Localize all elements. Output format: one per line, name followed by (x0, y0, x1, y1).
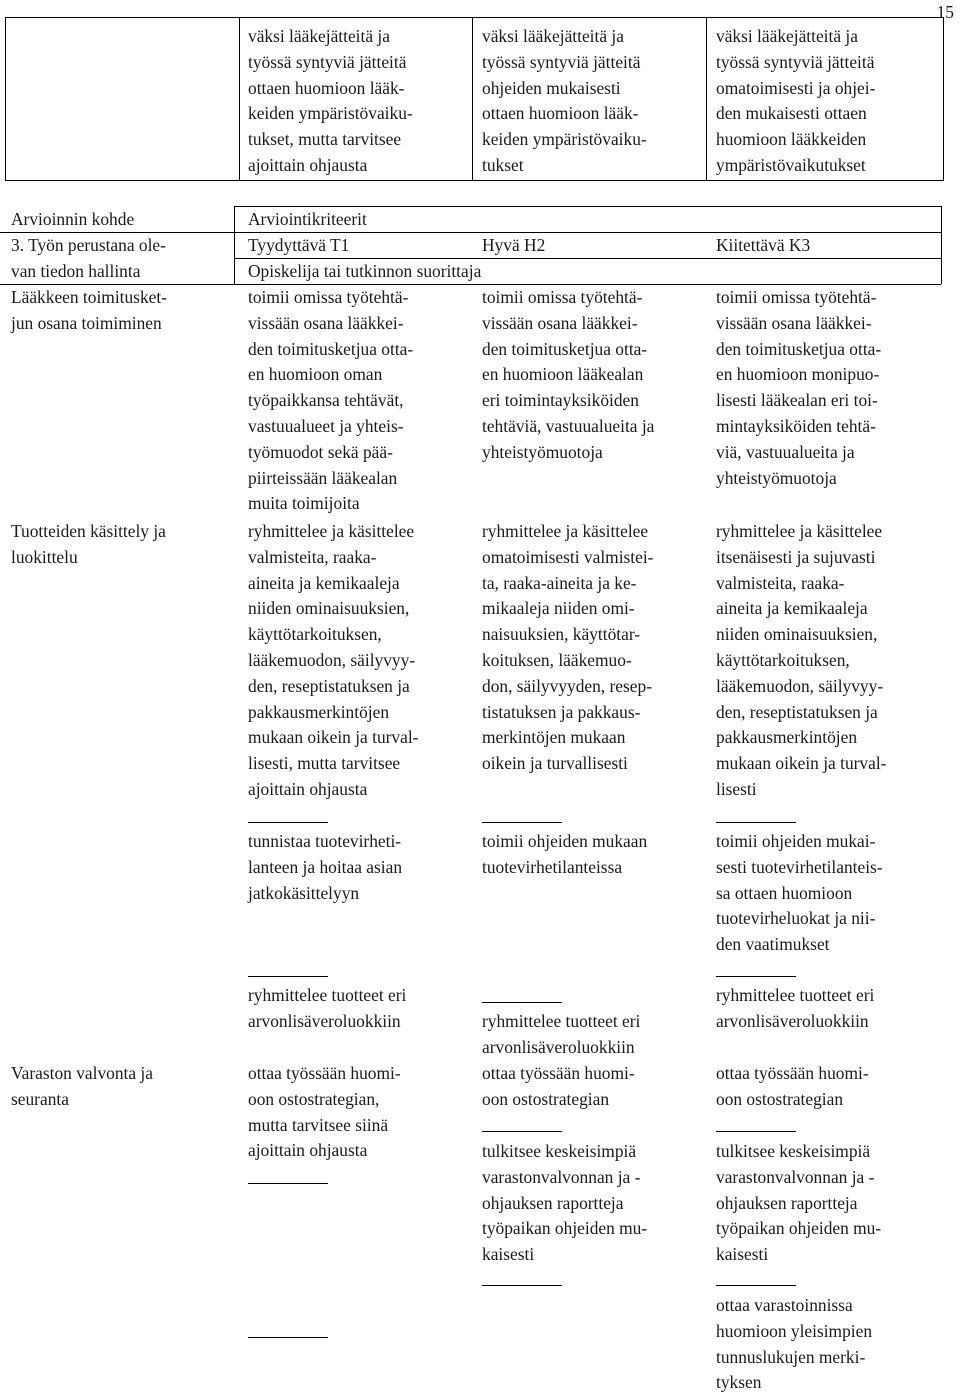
criterion-h2: ottaa työssään huomi- oon ostostrategian (482, 1063, 635, 1109)
separator-dash (248, 1337, 328, 1338)
separator-dash (482, 1002, 562, 1003)
criterion-t1: toimii omissa työtehtä- vissään osana lääkkei- den toimitusketjua otta- en huomioon oman työpaikkansa tehtävät, vastuualueet ja yhteis- työmuodot sekä pää- piirteissään lääkealan muita toimijoita (248, 287, 414, 514)
continuation-cell-h2: väksi lääkejätteitä ja työssä syntyviä jätteitä ohjeiden mukaisesti ottaen huomioon lääk- keiden ympäristövaiku- tukset (482, 26, 647, 175)
criterion-h2: ryhmittelee tuotteet eri arvonlisäveroluokkiin (482, 1011, 641, 1057)
column-divider (239, 18, 240, 180)
criterion-k3: ottaa työssään huomi- oon ostostrategian (716, 1063, 869, 1109)
criterion-h2: toimii omissa työtehtä- vissään osana lääkkei- den toimitusketjua otta- en huomioon lääkealan eri toimintayksiköiden tehtäviä, vastuualueita ja yhteistyömuotoja (482, 287, 655, 462)
separator-dash (716, 976, 796, 977)
section-title: 3. Työn perustana ole- van tiedon hallinta (11, 235, 166, 281)
separator-dash (482, 1131, 562, 1132)
separator-dash (248, 976, 328, 977)
criterion-k3: toimii omissa työtehtä- vissään osana lääkkei- den toimitusketjua otta- en huomioon monipuo- lisesti lääkealan eri toi- mintayksiköiden tehtä- viä, vastuualueita ja yhteistyömuotoja (716, 287, 882, 488)
assessment-criteria-header: Arviointikriteerit (248, 209, 367, 229)
criterion-k3: tulkitsee keskeisimpiä varastonvalvonnan ja - ohjauksen raportteja työpaikan ohjeiden mu- kaisesti (716, 1141, 882, 1265)
row-label-supply-chain: Lääkkeen toimitusket- jun osana toimiminen (11, 287, 167, 333)
separator-dash (716, 822, 796, 823)
continuation-cell-k3: väksi lääkejätteitä ja työssä syntyviä jätteitä omatoimisesti ja ohjei- den mukaisesti ottaen huomioon lääkkeiden ympäristövaikutukset (716, 26, 876, 175)
criterion-t1: tunnistaa tuotevirheti- lanteen ja hoitaa asian jatkokäsittelyyn (248, 831, 403, 903)
criterion-t1: ottaa työssään huomi- oon ostostrategian, mutta tarvitsee siinä ajoittain ohjausta (248, 1063, 401, 1161)
assessment-target-header: Arvioinnin kohde (11, 209, 135, 229)
criterion-k3: ryhmittelee tuotteet eri arvonlisäveroluokkiin (716, 985, 875, 1031)
criterion-h2: toimii ohjeiden mukaan tuotevirhetilanteissa (482, 831, 648, 877)
header-column-divider (234, 206, 235, 284)
level-h2-header: Hyvä H2 (482, 235, 546, 255)
level-t1-header: Tyydyttävä T1 (248, 235, 350, 255)
separator-dash (716, 1131, 796, 1132)
header-right-border (941, 206, 942, 284)
column-divider (706, 18, 707, 180)
row-label-inventory-control: Varaston valvonta ja seuranta (11, 1063, 153, 1109)
criterion-k3: ryhmittelee ja käsittelee itsenäisesti ja sujuvasti valmisteita, raaka- aineita ja kemikaaleja niiden ominaisuuksien, käyttötarkoituksen, lääkemuodon, säilyvyy- den, reseptistatuksen ja pakkausmerkintöjen mukaan oikein ja turval- lisesti (716, 521, 887, 799)
continuation-cell-t1: väksi lääkejätteitä ja työssä syntyviä jätteitä ottaen huomioon lääk- keiden ympäristövaiku- tukset, mutta tarvitsee ajoittain ohjausta (248, 26, 413, 175)
subject-header: Opiskelija tai tutkinnon suorittaja (248, 261, 482, 281)
separator-dash (248, 1183, 328, 1184)
criterion-t1: ryhmittelee tuotteet eri arvonlisäveroluokkiin (248, 985, 407, 1031)
column-divider (472, 18, 473, 180)
criterion-h2: ryhmittelee ja käsittelee omatoimisesti valmistei- ta, raaka-aineita ja ke- mikaaleja niiden omi- naisuuksien, käyttötar- koituksen, lääkemuo- don, säilyvyyden, resep- tistatuksen ja pakkaus- merkintöjen mukaan oikein ja turvallisesti (482, 521, 654, 774)
level-k3-header: Kiitettävä K3 (716, 235, 811, 255)
criterion-h2: tulkitsee keskeisimpiä varastonvalvonnan ja - ohjauksen raportteja työpaikan ohjeiden mu- kaisesti (482, 1141, 648, 1265)
separator-dash (716, 1285, 796, 1286)
criterion-k3: ottaa varastoinnissa huomioon yleisimpien tunnuslukujen merki- tyksen (716, 1295, 873, 1393)
separator-dash (482, 1285, 562, 1286)
criterion-t1: ryhmittelee ja käsittelee valmisteita, raaka- aineita ja kemikaaleja niiden ominaisuuksien, käyttötarkoituksen, lääkemuodon, säilyvyy- den, reseptistatuksen ja pakkausmerkintöjen mukaan oikein ja turval- lisesti, mutta tarvitsee ajoittain ohjausta (248, 521, 419, 799)
separator-dash (248, 822, 328, 823)
criterion-k3: toimii ohjeiden mukai- sesti tuotevirhetilanteis- sa ottaen huomioon tuotevirheluokat ja nii- den vaatimukset (716, 831, 883, 955)
separator-dash (482, 822, 562, 823)
page-number: 15 (936, 2, 954, 22)
row-label-product-handling: Tuotteiden käsittely ja luokittelu (11, 521, 166, 567)
